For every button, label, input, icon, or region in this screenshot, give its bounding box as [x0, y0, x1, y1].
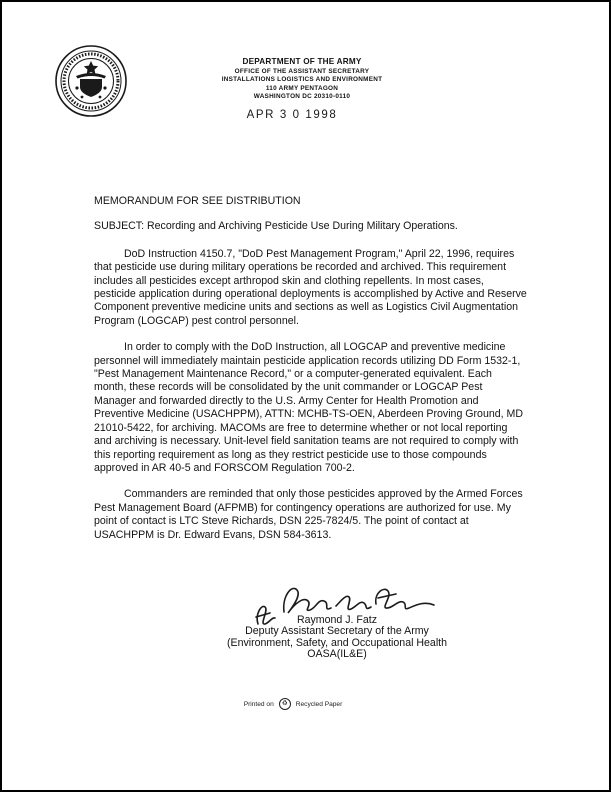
signature-block [187, 615, 487, 661]
subject-line: SUBJECT: Recording and Archiving Pesticide Use During Military Operations. [94, 220, 458, 233]
signer-title-1: Deputy Assistant Secretary of the Army [245, 625, 429, 638]
memo-body [94, 195, 527, 555]
army-seal-graphic [54, 44, 128, 118]
paragraph-1: DoD Instruction 4150.7, "DoD Pest Management Program," April 22, 1996, requires that pesticide use during military operations be recorded and archived. This requirement includes all pesticides except arthropod skin and clothing repellents. In most cases, pesticide application during operational deployments is accomplished by Active and Reserve Component preventive medicine units and sections as well as Logistics Civil Augmentation Program (LOGCAP) pest control personnel. [94, 247, 527, 327]
signer-title-2: (Environment, Safety, and Occupational Health [226, 636, 448, 649]
paragraph-2: In order to comply with the DoD Instruction, all LOGCAP and preventive medicine personnel will immediately maintain pesticide application records utilizing DD Form 1532-1, "Pest Management Maintenance Record," or a computer-generated equivalent. Each month, these records will be consolidated by the unit commander or LOGCAP Pest Manager and forwarded directly to the U.S. Army Center for Health Promotion and Preventive Medicine (USACHPPM), ATTN: MCHB-TS-OEN, Aberdeen Proving Ground, MD 21010-5422, for archiving. MACOMs are free to determine whether or not local reporting and archiving is necessary. Unit-level field sanitation teams are not required to comply with this reporting requirement as long as they restrict pesticide use to those compounds approved in AR 40-5 and FORSCOM Regulation 700-2. [94, 341, 523, 474]
signer-name: Raymond J. Fatz [296, 614, 378, 626]
army-seal-icon [54, 44, 128, 118]
recycle-icon: ♻ [279, 698, 291, 710]
memo-for-line: MEMORANDUM FOR SEE DISTRIBUTION [94, 195, 301, 207]
recycled-paper-label: Recycled Paper [295, 700, 343, 708]
letterhead [132, 57, 472, 100]
letterhead-address1: 110 ARMY PENTAGON [265, 84, 339, 92]
letterhead-address2: WASHINGTON DC 20310-0110 [253, 93, 351, 100]
letterhead-office: OFFICE OF THE ASSISTANT SECRETARY [234, 67, 370, 75]
letterhead-division: INSTALLATIONS LOGISTICS AND ENVIRONMENT [221, 76, 383, 83]
paragraph-3: Commanders are reminded that only those pesticides approved by the Armed Forces Pest Management Board (AFPMB) for contingency operations are authorized for use. My point of contact is LTC Steve Richards, DSN 225-7824/5. The point of contact at USACHPPM is Dr. Edward Evans, DSN 584-3613. [94, 488, 523, 541]
page-footer [2, 698, 584, 710]
signer-title-3: OASA(IL&E) [307, 648, 367, 661]
date-stamp: APR 3 0 1998 [246, 109, 338, 121]
printed-on-label: Printed on [243, 700, 274, 708]
letterhead-agency: DEPARTMENT OF THE ARMY [242, 57, 362, 66]
